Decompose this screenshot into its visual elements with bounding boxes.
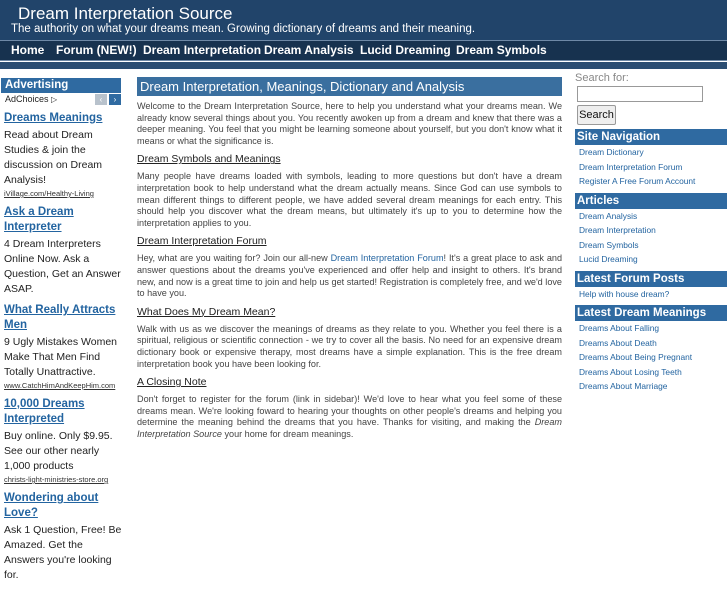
article-dream-interpretation[interactable]: Dream Interpretation [579,225,656,235]
ad-prev-arrow-icon[interactable]: ‹ [95,94,107,105]
right-sidebar [575,70,727,394]
site-tagline: The authority on what your dreams mean. Growing dictionary of dreams and their meaning. [11,23,476,35]
meaning-death[interactable]: Dreams About Death [579,337,657,348]
ad-item [4,303,122,391]
page-title: Dream Interpretation, Meanings, Dictionary and Analysis [137,77,562,96]
closing-heading[interactable]: A Closing Note [137,376,207,389]
article-lucid-dreaming[interactable]: Lucid Dreaming [579,254,638,264]
symbols-heading[interactable]: Dream Symbols and Meanings [137,153,281,166]
meaning-falling[interactable]: Dreams About Falling [579,323,660,333]
article-dream-analysis[interactable]: Dream Analysis [579,210,638,221]
meaning-marriage[interactable]: Dreams About Marriage [579,381,668,391]
link-register-forum-account[interactable]: Register A Free Forum Account [579,176,696,186]
search-label: Search for: [575,72,629,84]
ad-item [4,205,122,297]
site-navigation-list [575,145,727,189]
forum-text-end: ! It's a great place to ask and answer questions about the dreams you've experienced and offer help and insight to others. It's brand new, and now is a great time to join and help us get started! Registration is completely free, and we'd love to have you. [137,253,563,299]
site-navigation-heading: Site Navigation [575,129,727,145]
closing-paragraph [137,394,562,440]
forum-paragraph [137,253,562,299]
articles-heading: Articles [575,193,727,209]
ad-item [4,491,122,583]
ad-url[interactable]: christs-light-ministries-store.org [4,475,109,484]
nav-dream-analysis[interactable]: Dream Analysis [264,43,354,57]
nav-lucid-dreaming[interactable]: Lucid Dreaming [360,43,451,57]
nav-dream-interpretation[interactable]: Dream Interpretation [143,43,262,57]
adchoices-link[interactable] [5,94,57,104]
closing-site-name: Dream Interpretation Source [137,417,562,439]
forum-link[interactable]: Dream Interpretation Forum [330,253,444,264]
symbols-paragraph: Many people have dreams loaded with symbols, leading to more questions but don't have a dream interpretation book to help understand what the dream actually means. Since God can use symbols to mean different things to different people, we have added several dream meanings for each entry. This should help you discover what the dream means, but ultimately it's up to you to determine how the interpretation applies to you. [137,171,562,228]
main-content [137,77,562,440]
dream-meaning-paragraph: Walk with us as we discover the meanings of dreams as they relate to you. Whether you feel there is a spiritual, religious or scientific connection - we try to cover all the basis. No need for an expensive dream dictionary book or expensive therapy, most dreams have a simple explanation. This is the free dream interpretation book you have been looking for. [137,323,562,369]
site-title[interactable]: Dream Interpretation Source [18,4,233,23]
meaning-pregnant[interactable]: Dreams About Being Pregnant [579,352,693,362]
advertising-heading: Advertising [1,78,121,93]
advertising-sidebar [0,78,124,581]
latest-forum-posts-list [575,287,727,302]
adchoices-label: AdChoices [5,94,49,104]
ad-title[interactable]: Ask a Dream Interpreter [4,206,74,233]
ad-body: 4 Dream Interpreters Online Now. Ask a Question, Get an Answer ASAP. [4,238,121,295]
ad-title[interactable]: What Really Attracts Men [4,304,116,331]
meaning-losing-teeth[interactable]: Dreams About Losing Teeth [579,366,682,377]
adchoices-icon: ▷ [51,95,58,104]
nav-dream-symbols[interactable]: Dream Symbols [456,43,547,57]
closing-text-start: Don't forget to register for the forum (link in sidebar)! We'd love to hear what you feel some of these dreams mean. We're looking foward to hearing your thoughts on other people's dreams and helping you determine the meaning behind the dreams that you have. Thanks for visiting, and making the [137,394,562,428]
ad-next-arrow-icon[interactable]: › [109,94,121,105]
latest-forum-posts-heading: Latest Forum Posts [575,271,727,287]
ad-body: 9 Ugly Mistakes Women Make That Men Find Totally Unattractive. [4,336,118,378]
forum-heading[interactable]: Dream Interpretation Forum [137,235,267,248]
ad-url[interactable]: iVillage.com/Healthy-Living [4,189,94,198]
article-dream-symbols[interactable]: Dream Symbols [579,239,639,250]
forum-post-link[interactable]: Help with house dream? [579,288,670,299]
articles-list [575,209,727,267]
main-nav [0,40,727,61]
site-header [0,0,727,40]
search-button[interactable]: Search [577,105,616,125]
ad-body: Buy online. Only $9.95. See our other nearly 1,000 products [4,430,113,472]
ad-body: Ask 1 Question, Free! Be Amazed. Get the Answers you're looking for. [4,524,122,581]
ad-title[interactable]: Wondering about Love? [4,492,99,519]
latest-dream-meanings-list [575,321,727,394]
search-input[interactable] [577,86,703,102]
ad-item [4,397,122,485]
ad-body: Read about Dream Studies & join the discussion on Dream Analysis! [4,129,103,186]
nav-forum[interactable]: Forum (NEW!) [56,43,137,57]
forum-text-start: Hey, what are you waiting for? Join our all-new [137,253,331,264]
ad-item [4,111,122,199]
latest-dream-meanings-heading: Latest Dream Meanings [575,305,727,321]
link-dream-dictionary[interactable]: Dream Dictionary [579,147,644,157]
nav-divider [0,62,727,69]
dream-meaning-heading[interactable]: What Does My Dream Mean? [137,305,276,318]
ad-title[interactable]: 10,000 Dreams Interpreted [4,398,85,425]
ad-list [4,111,122,589]
ad-title[interactable]: Dreams Meanings [4,112,103,124]
nav-home[interactable]: Home [11,43,45,57]
closing-text-end: your home for dream meanings. [221,428,354,439]
link-dream-interpretation-forum[interactable]: Dream Interpretation Forum [579,161,683,172]
ad-url[interactable]: www.CatchHimAndKeepHim.com [4,381,116,390]
intro-paragraph: Welcome to the Dream Interpretation Source, here to help you understand what your dreams mean. We already know several things about you. You recently awoken up from a dream and knew that there was a deeper meaning. You feel that you might be learning someone about yourself, but you don't know what it means or what the significance is. [137,101,562,146]
